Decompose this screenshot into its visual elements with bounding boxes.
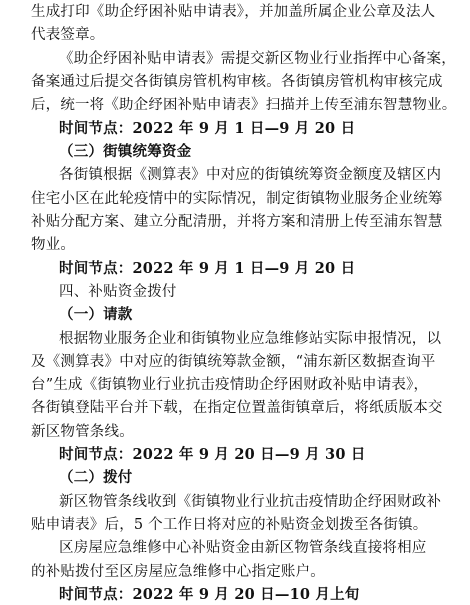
body-line-3: 《助企纾困补贴申请表》需提交新区物业行业指挥中心备案， [59, 50, 456, 67]
subsection-heading-disbursement: （二）拨付 [59, 469, 133, 487]
time-node-3: 时间节点：2022 年 9 月 20 日—9 月 30 日 [59, 446, 366, 464]
body-line-1: 生成打印《助企纾困补贴申请表》，并加盖所属企业公章及法人 [31, 4, 436, 20]
time-node-1: 时间节点：2022 年 9 月 1 日—9 月 20 日 [59, 119, 356, 137]
body-line-5: 后，统一将《助企纾困补贴申请表》扫描并上传至浦东智慧物业。 [31, 97, 457, 114]
body-line-11: 及《测算表》中对应的街镇统筹款金额，“浦东新区数据查询平 [31, 353, 436, 370]
body-line-8: 补贴分配方案、建立分配清册，并将方案和清册上传至浦东智慧 [31, 213, 443, 230]
time-node-2: 时间节点：2022 年 9 月 1 日—9 月 20 日 [59, 259, 356, 277]
body-line-7: 住宅小区在此轮疫情中的实际情况，制定街镇物业服务企业统筹 [31, 190, 443, 207]
body-line-16: 贴申请表》后，5 个工作日将对应的补贴资金划拨至各街镇。 [31, 517, 428, 533]
body-line-14: 新区物管条线。 [31, 423, 134, 440]
body-line-2: 代表签章。 [31, 27, 105, 44]
body-line-10: 根据物业服务企业和街镇物业应急维修站实际申报情况，以 [59, 330, 442, 347]
section-heading-district-funds: （三）街镇统筹资金 [59, 142, 192, 160]
body-line-6: 各街镇根据《测算表》中对应的街镇统筹资金额度及辖区内 [59, 167, 442, 184]
body-line-18: 的补贴拨付至区房屋应急维修中心指定账户。 [31, 563, 325, 580]
body-line-4: 备案通过后提交各街镇房管机构审核。各街镇房管机构审核完成 [31, 74, 443, 90]
body-line-9: 物业。 [31, 237, 76, 254]
body-line-17: 区房屋应急维修中心补贴资金由新区物管条线直接将相应 [59, 540, 427, 557]
body-line-13: 各街镇登陆平台并下载，在指定位置盖街镇章后，将纸质版本交 [31, 400, 443, 417]
body-line-12: 台”生成《街镇物业行业抗击疫情助企纾困财政补贴申请表》， [31, 377, 429, 394]
section-heading-fund-disbursement: 四、补贴资金拨付 [59, 283, 177, 300]
time-node-4: 时间节点：2022 年 9 月 20 日—10 月上旬 [59, 586, 360, 603]
body-line-15: 新区物管条线收到《街镇物业行业抗击疫情助企纾困财政补 [59, 493, 442, 510]
subsection-heading-request: （一）请款 [59, 306, 133, 324]
